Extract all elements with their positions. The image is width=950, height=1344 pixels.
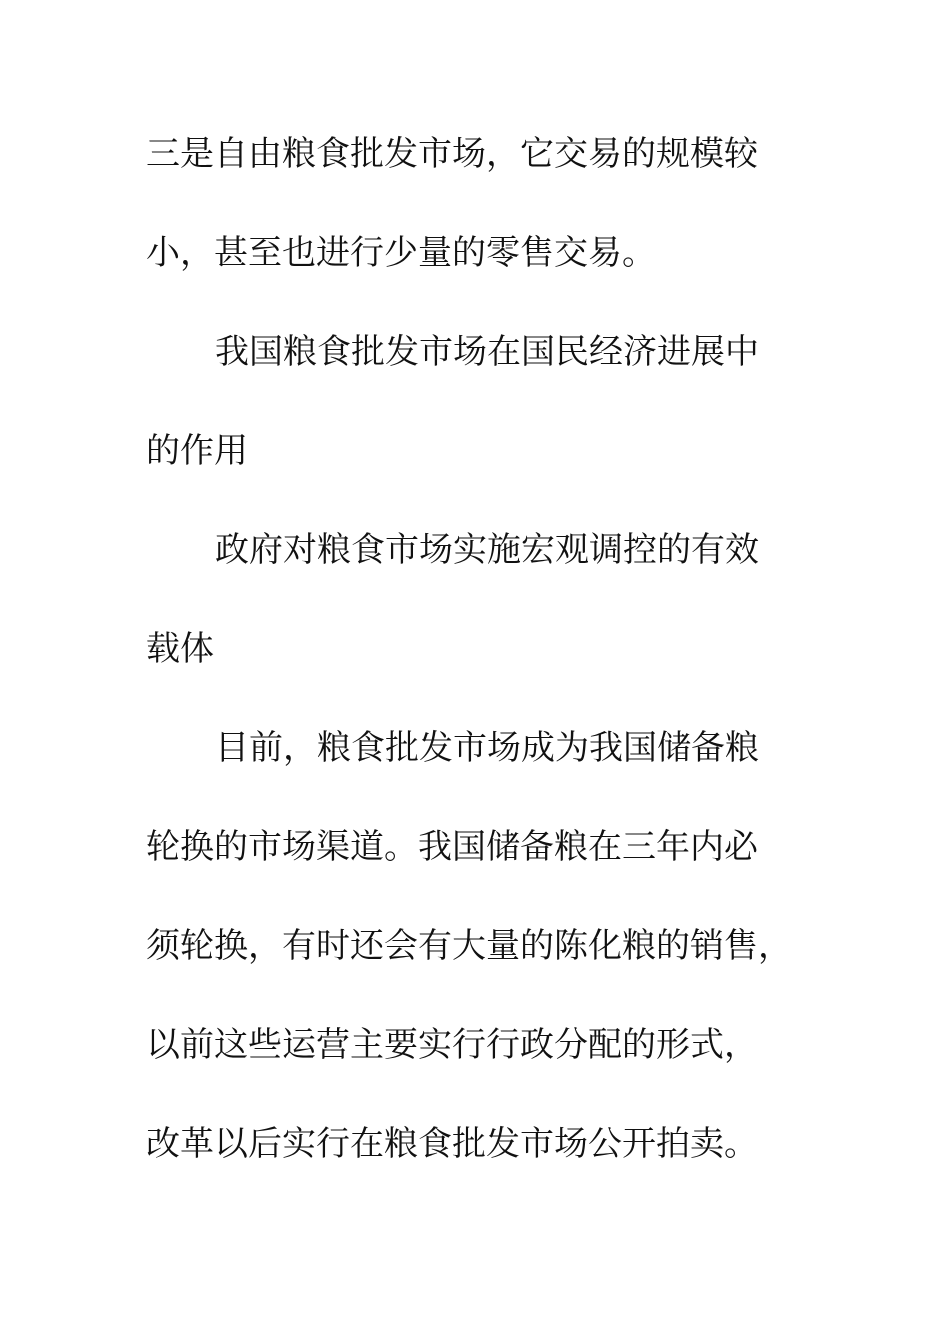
text-line: 三是自由粮食批发市场，它交易的规模较 xyxy=(146,134,758,174)
text-line: 目前，粮食批发市场成为我国储备粮 xyxy=(215,728,759,768)
text-line: 轮换的市场渠道。我国储备粮在三年内必 xyxy=(146,827,758,867)
heading-line: 政府对粮食市场实施宏观调控的有效 xyxy=(215,530,759,570)
heading-line: 我国粮食批发市场在国民经济进展中 xyxy=(215,332,759,372)
text-line: 以前这些运营主要实行行政分配的形式， xyxy=(146,1025,758,1065)
heading-line: 载体 xyxy=(146,629,214,669)
heading-line: 的作用 xyxy=(146,431,248,471)
text-line: 须轮换，有时还会有大量的陈化粮的销售， xyxy=(146,926,792,966)
text-line: 改革以后实行在粮食批发市场公开拍卖。 xyxy=(146,1124,758,1164)
text-line: 小，甚至也进行少量的零售交易。 xyxy=(146,233,656,273)
